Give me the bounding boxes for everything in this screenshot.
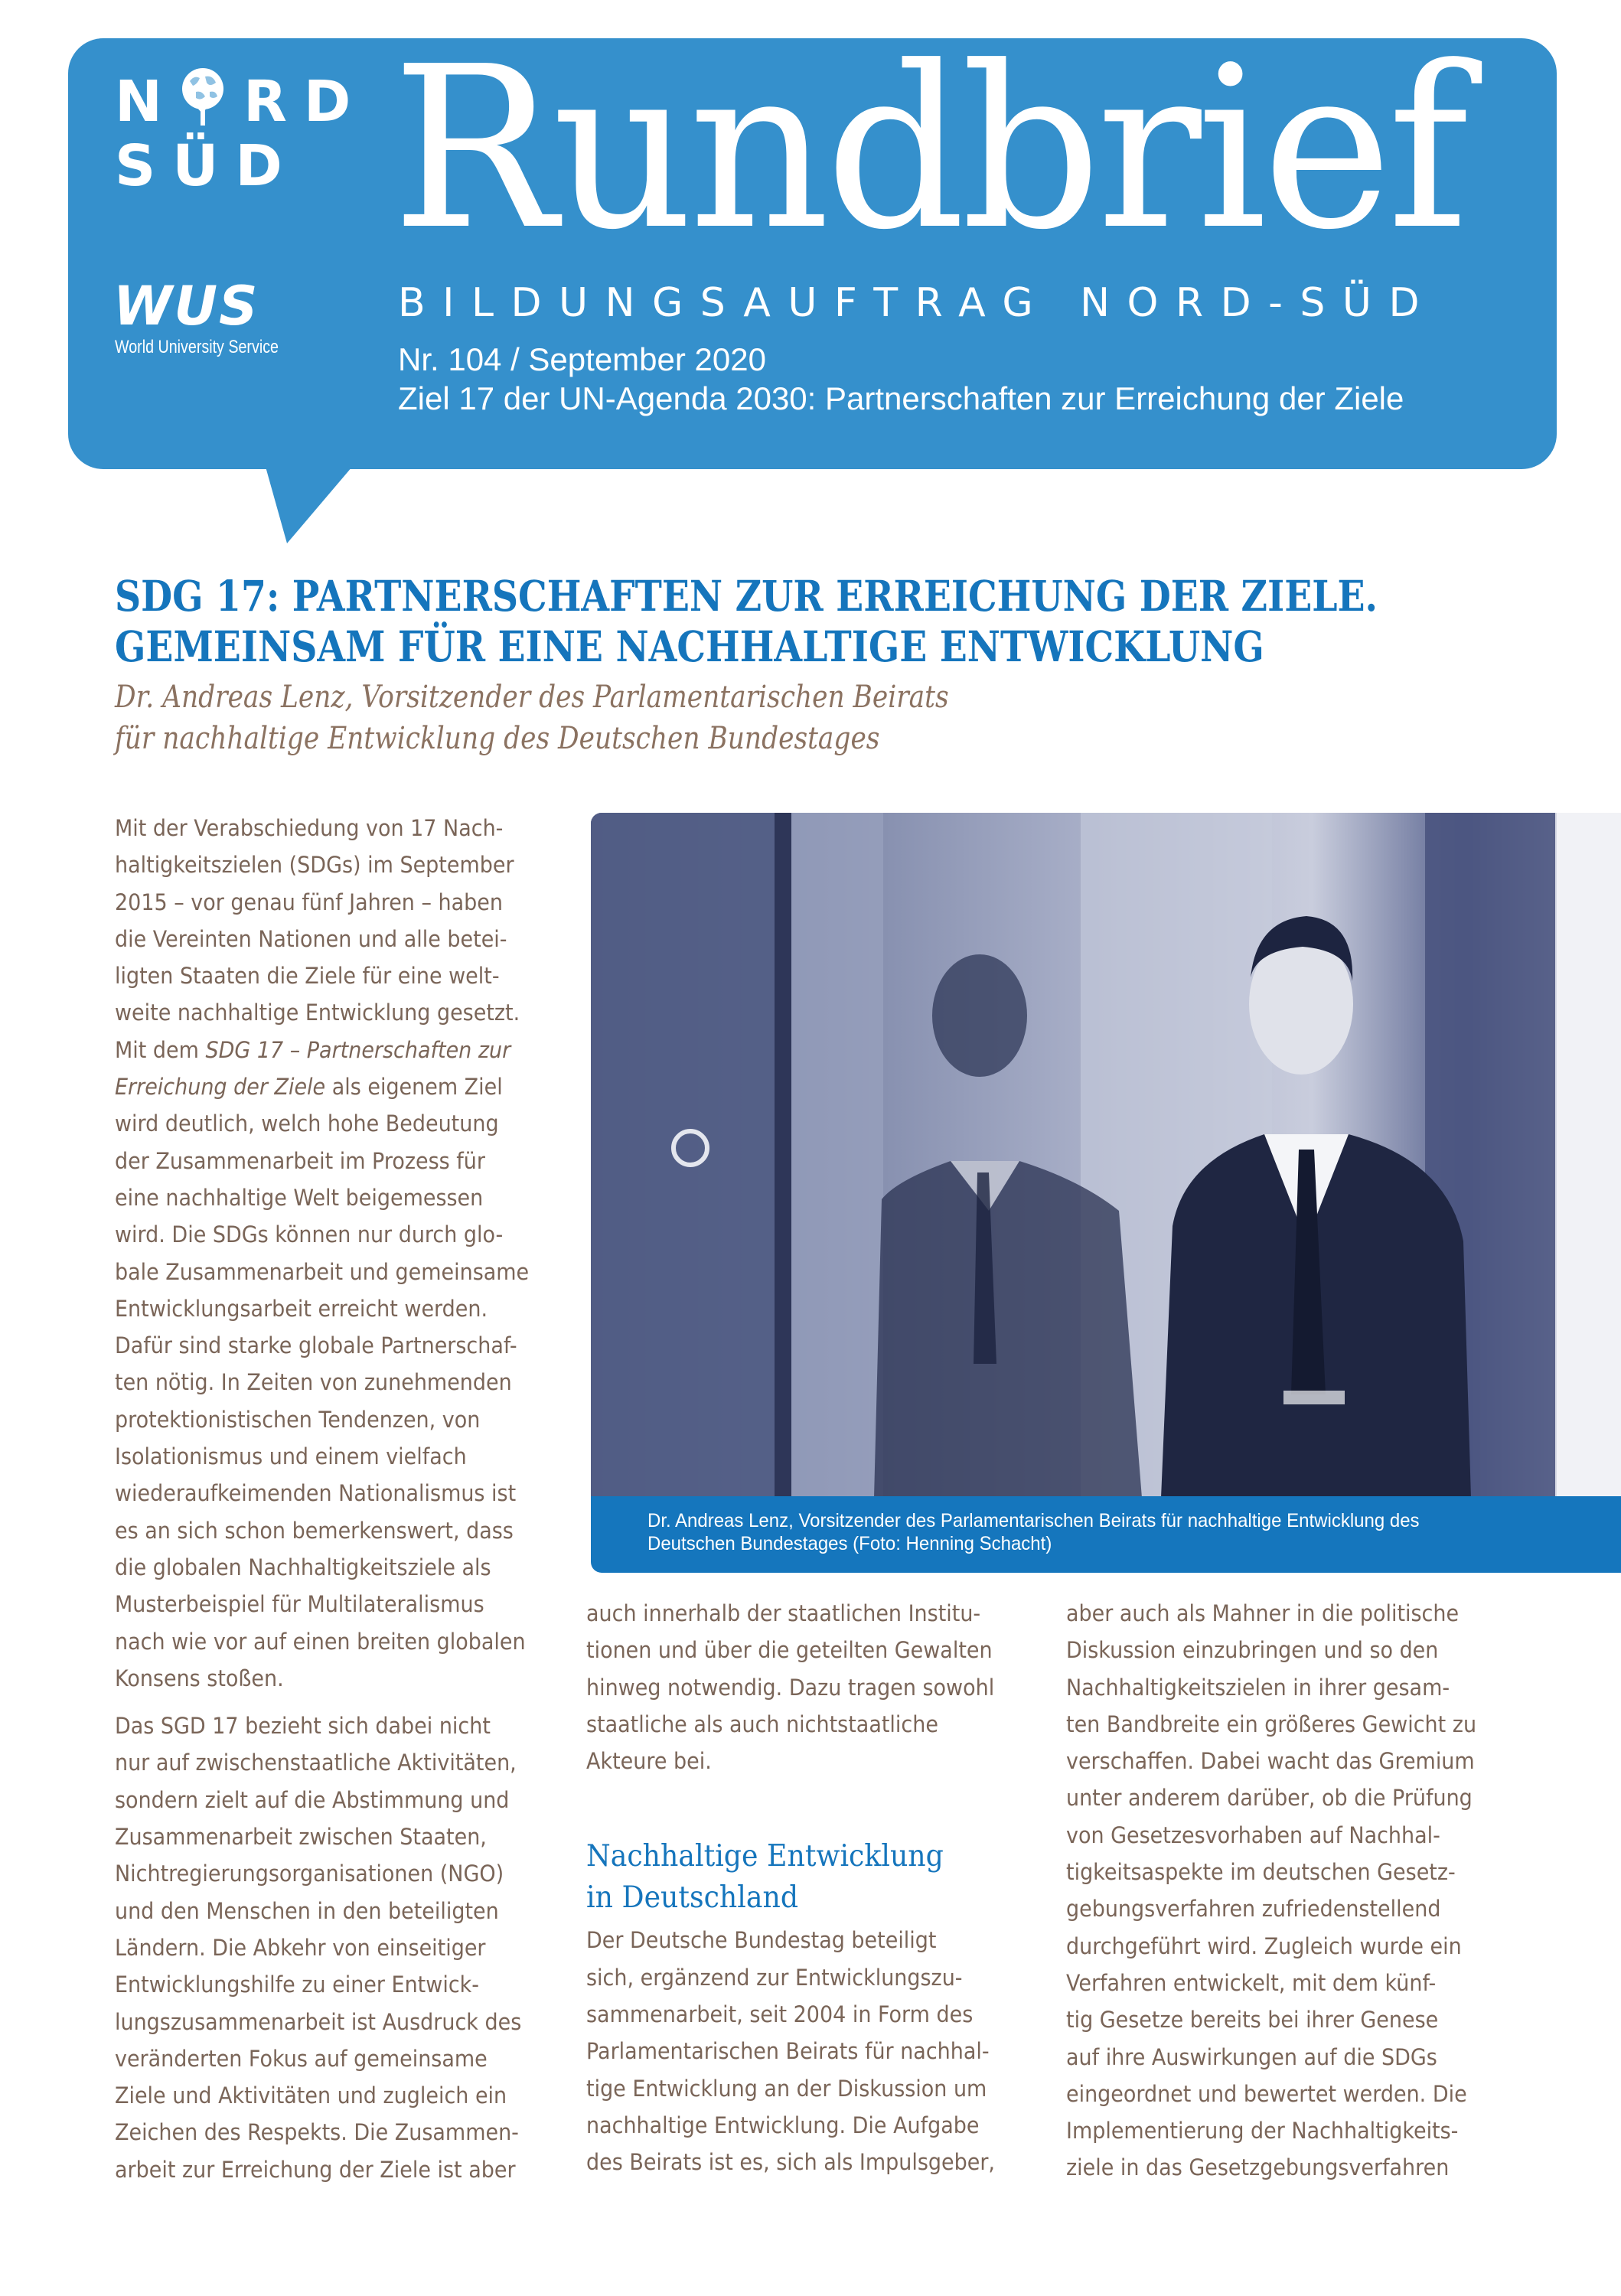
text-line: Ländern. Die Abkehr von einseitiger [115,1934,486,1961]
paragraph [586,1595,995,1779]
emphasis-sdg17: SDG 17 – Partnerschaften zur [205,1036,511,1063]
text-line: bale Zusammenarbeit und gemeinsame [115,1258,530,1285]
text-line: Verfahren entwickelt, mit dem künf- [1066,1969,1437,1996]
article-title-line: GEMEINSAM FÜR EINE NACHHALTIGE ENTWICKLUNG [115,621,1264,671]
paragraph [115,1707,529,2188]
section-heading-line: in Deutschland [586,1880,799,1916]
text-line: Dafür sind starke globale Partnerschaf- [115,1332,517,1359]
photo-caption [647,1509,1420,1555]
globe-tree-icon [179,67,227,121]
text-line: staatliche als auch nichtstaatliche [586,1711,938,1737]
text-line: die globalen Nachhaltigkeitsziele als [115,1554,491,1580]
text-line: Konsens stoßen. [115,1665,284,1691]
body-column-2 [586,1595,995,2181]
wus-org-name: World University Service [115,337,279,357]
text-line: Zusammenarbeit zwischen Staaten, [115,1824,487,1851]
text-line: Mit der Verabschiedung von 17 Nach- [115,815,504,841]
text-line: lungszusammenarbeit ist Ausdruck des [115,2008,522,2035]
text-line: Parlamentarischen Beirats für nachhal- [586,2038,990,2065]
text-line: nur auf zwischenstaatliche Aktivitäten, [115,1750,517,1776]
text-line: hinweg notwendig. Dazu tragen sowohl [586,1674,995,1701]
text-line: Musterbeispiel für Multilateralismus [115,1591,484,1618]
text-line: des Beirats ist es, sich als Impulsgeber, [586,2149,995,2176]
text-run: Mit dem [115,1036,206,1063]
text-line: wird deutlich, welch hohe Bedeutung [115,1110,499,1137]
text-line: Isolationismus und einem vielfach [115,1443,467,1470]
text-line: Das SGD 17 bezieht sich dabei nicht [115,1713,491,1740]
text-line: tionen und über die geteilten Gewalten [586,1637,993,1664]
text-line: auf ihre Auswirkungen auf die SDGs [1066,2043,1437,2070]
text-line: Ziele und Aktivitäten und zugleich ein [115,2082,507,2109]
text-line: weite nachhaltige Entwicklung gesetzt. [115,1000,520,1026]
text-line: tigkeitsaspekte im deutschen Gesetz- [1066,1859,1456,1886]
masthead-title: Rundbrief [392,18,1465,279]
text-line: arbeit zur Erreichung der Ziele ist aber [115,2156,516,2183]
logo-line-sued: SÜD [115,133,299,199]
nord-sued-logo [115,67,367,198]
section-heading [586,1836,995,1919]
text-line: Entwicklungshilfe zu einer Entwick- [115,1971,480,1998]
article-byline [115,677,949,759]
text-line: eine nachhaltige Welt beigemessen [115,1184,484,1211]
text-line: Nichtregierungsorganisationen (NGO) [115,1861,504,1887]
text-line: nachhaltige Entwicklung. Die Aufgabe [586,2112,980,2138]
paragraph [586,1922,995,2180]
text-line [115,1032,529,1068]
text-line: auch innerhalb der staatlichen Institu- [586,1600,981,1626]
text-line: eingeordnet und bewertet werden. Die [1066,2080,1467,2107]
text-line: ziele in das Gesetzgebungsverfahren [1066,2154,1450,2181]
text-line: Nachhaltigkeitszielen in ihrer gesam- [1066,1674,1450,1701]
photo-illustration [591,813,1621,1498]
text-line: gebungsverfahren zufriedenstellend [1066,1896,1441,1923]
text-line: die Vereinten Nationen und alle betei- [115,925,507,952]
text-line: aber auch als Mahner in die politische [1066,1600,1460,1626]
body-column-3 [1066,1595,1476,2187]
text-line: Diskussion einzubringen und so den [1066,1637,1439,1664]
text-line: sich, ergänzend zur Entwicklungszu- [586,1964,963,1991]
portrait-photo [591,813,1621,1498]
paragraph [1066,1595,1476,2187]
text-line: nach wie vor auf einen breiten globalen [115,1628,526,1655]
text-line: unter anderem darüber, ob die Prüfung [1066,1785,1473,1812]
byline-line: für nachhaltige Entwicklung des Deutschen Bundestages [115,721,880,756]
caption-line: Deutschen Bundestages (Foto: Henning Schacht) [647,1533,1052,1554]
text-line: ten Bandbreite ein größeres Gewicht zu [1066,1711,1477,1737]
wus-logo: WUS [113,275,259,338]
text-line: protektionistischen Tendenzen, von [115,1406,481,1433]
logo-line-nord: N RD [115,69,368,135]
text-run: als eigenem Ziel [325,1074,503,1101]
caption-line: Dr. Andreas Lenz, Vorsitzender des Parlamentarischen Beirats für nachhaltige Entwicklung des [647,1510,1420,1531]
text-line: verschaffen. Dabei wacht das Gremium [1066,1748,1475,1775]
article-title-line: SDG 17: PARTNERSCHAFTEN ZUR ERREICHUNG DER ZIELE. [115,571,1378,621]
text-line: wird. Die SDGs können nur durch glo- [115,1221,504,1248]
text-line [115,1068,529,1105]
text-line: haltigkeitszielen (SDGs) im September [115,852,514,879]
article-title [115,571,1378,672]
text-line: Implementierung der Nachhaltigkeits- [1066,2118,1459,2144]
text-line: 2015 – vor genau fünf Jahren – haben [115,889,503,915]
text-line: ten nötig. In Zeiten von zunehmenden [115,1369,512,1396]
text-line: ligten Staaten die Ziele für eine welt- [115,963,500,990]
masthead-tagline: BILDUNGSAUFTRAG NORD-SÜD [398,280,1437,326]
text-line: Akteure bei. [586,1748,712,1775]
text-line: sammenarbeit, seit 2004 in Form des [586,2001,974,2028]
text-line: Zeichen des Respekts. Die Zusammen- [115,2119,519,2146]
emphasis-sdg17: Erreichung der Ziele [115,1074,326,1101]
text-line: durchgeführt wird. Zugleich wurde ein [1066,1932,1462,1959]
text-line: Der Deutsche Bundestag beteiligt [586,1927,937,1954]
text-line: Entwicklungsarbeit erreicht werden. [115,1295,488,1322]
text-line: tig Gesetze bereits bei ihrer Genese [1066,2007,1439,2033]
text-line: tige Entwicklung an der Diskussion um [586,2075,987,2102]
text-line: sondern zielt auf die Abstimmung und [115,1786,510,1813]
text-line: es an sich schon bemerkenswert, dass [115,1517,514,1544]
text-line: der Zusammenarbeit im Prozess für [115,1147,485,1174]
byline-line: Dr. Andreas Lenz, Vorsitzender des Parlamentarischen Beirats [115,680,949,715]
text-line: und den Menschen in den beteiligten [115,1897,499,1924]
issue-theme: Ziel 17 der UN-Agenda 2030: Partnerschaften zur Erreichung der Ziele [398,380,1404,416]
section-heading-line: Nachhaltige Entwicklung [586,1839,944,1874]
text-line: von Gesetzesvorhaben auf Nachhal- [1066,1821,1440,1848]
body-column-1 [115,810,529,2188]
text-line: wiederaufkeimenden Nationalismus ist [115,1480,517,1507]
issue-number: Nr. 104 / September 2020 [398,341,766,377]
text-line: veränderten Fokus auf gemeinsame [115,2045,488,2072]
paragraph [115,810,529,1697]
